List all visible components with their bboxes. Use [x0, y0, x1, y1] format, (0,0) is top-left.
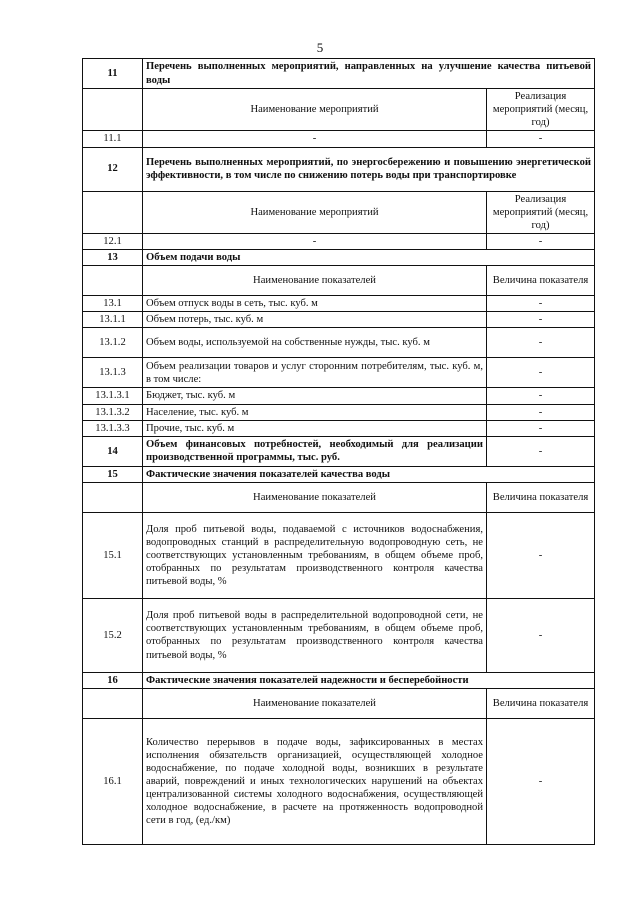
column-header-name: Наименование показателей	[143, 482, 487, 512]
table-row-item	[83, 312, 595, 328]
table-row-item	[83, 131, 595, 147]
section-number: 14	[83, 436, 143, 466]
table-row-header	[83, 266, 595, 296]
item-description: Количество перерывов в подаче воды, зафиксированных в местах исполнения обязательств организацией, осуществляющей холодное водоснабжение, по подаче холодной воды, возникших в результате аварий, повреждений и иных технологических нарушений на объектах централизованной системы холодного водоснабжения, осуществляющей холодное водоснабжение, в расчете на протяженность водопроводной сети в год, (ед./км)	[143, 719, 487, 845]
column-header-value: Реализация мероприятий (месяц, год)	[487, 191, 595, 233]
item-value: -	[487, 328, 595, 358]
column-header-name: Наименование мероприятий	[143, 89, 487, 131]
item-description: Объем воды, используемой на собственные нужды, тыс. куб. м	[143, 328, 487, 358]
table-row-item	[83, 420, 595, 436]
item-value: -	[487, 420, 595, 436]
item-number: 13.1.3	[83, 358, 143, 388]
column-header-name: Наименование показателей	[143, 689, 487, 719]
item-number: 16.1	[83, 719, 143, 845]
table-row-header	[83, 689, 595, 719]
item-number: 13.1.2	[83, 328, 143, 358]
section-number: 16	[83, 672, 143, 688]
table-row-item	[83, 598, 595, 672]
item-description: Прочие, тыс. куб. м	[143, 420, 487, 436]
item-description: Население, тыс. куб. м	[143, 404, 487, 420]
item-number: 13.1.1	[83, 312, 143, 328]
indicator-value: -	[487, 436, 595, 466]
item-description: Объем потерь, тыс. куб. м	[143, 312, 487, 328]
table-row-section	[83, 672, 595, 688]
table-row-section	[83, 250, 595, 266]
item-number: 13.1.3.3	[83, 420, 143, 436]
column-header-name: Наименование показателей	[143, 266, 487, 296]
table-row-item	[83, 328, 595, 358]
column-header-name: Наименование мероприятий	[143, 191, 487, 233]
section-number: 12	[83, 147, 143, 191]
table-row-item	[83, 233, 595, 249]
header-empty-cell	[83, 191, 143, 233]
column-header-value: Величина показателя	[487, 482, 595, 512]
section-title: Перечень выполненных мероприятий, по энергосбережению и повышению энергетической эффективности, в том числе по снижению потерь воды при транспортировке	[143, 147, 595, 191]
section-title: Объем финансовых потребностей, необходимый для реализации производственной программы, тыс. руб.	[143, 436, 487, 466]
item-value: -	[487, 404, 595, 420]
item-number: 13.1.3.2	[83, 404, 143, 420]
item-number: 11.1	[83, 131, 143, 147]
item-value: -	[487, 512, 595, 598]
section-number: 15	[83, 466, 143, 482]
item-value: -	[487, 233, 595, 249]
column-header-value: Реализация мероприятий (месяц, год)	[487, 89, 595, 131]
table-row-header	[83, 89, 595, 131]
section-number: 13	[83, 250, 143, 266]
section-title: Фактические значения показателей качества воды	[143, 466, 595, 482]
report-table	[82, 58, 595, 845]
table-row-item	[83, 404, 595, 420]
header-empty-cell	[83, 89, 143, 131]
section-title: Объем подачи воды	[143, 250, 595, 266]
table-row-section	[83, 59, 595, 89]
item-number: 13.1	[83, 296, 143, 312]
header-empty-cell	[83, 482, 143, 512]
section-title: Перечень выполненных мероприятий, направленных на улучшение качества питьевой воды	[143, 59, 595, 89]
item-value: -	[487, 358, 595, 388]
item-description: Объем отпуск воды в сеть, тыс. куб. м	[143, 296, 487, 312]
item-description: -	[143, 131, 487, 147]
item-number: 12.1	[83, 233, 143, 249]
item-number: 13.1.3.1	[83, 388, 143, 404]
item-value: -	[487, 131, 595, 147]
table-row-item	[83, 388, 595, 404]
section-number: 11	[83, 59, 143, 89]
item-description: -	[143, 233, 487, 249]
table-row-item	[83, 719, 595, 845]
table-row-section	[83, 466, 595, 482]
table-row-section	[83, 147, 595, 191]
table-row-header	[83, 191, 595, 233]
table-row-header	[83, 482, 595, 512]
report-table-body	[83, 59, 595, 845]
header-empty-cell	[83, 266, 143, 296]
item-value: -	[487, 296, 595, 312]
section-title: Фактические значения показателей надежности и бесперебойности	[143, 672, 595, 688]
item-value: -	[487, 598, 595, 672]
item-value: -	[487, 312, 595, 328]
table-row-item	[83, 512, 595, 598]
table-row-item	[83, 296, 595, 312]
header-empty-cell	[83, 689, 143, 719]
table-row-item	[83, 358, 595, 388]
item-description: Объем реализации товаров и услуг сторонним потребителям, тыс. куб. м, в том числе:	[143, 358, 487, 388]
column-header-value: Величина показателя	[487, 266, 595, 296]
item-number: 15.1	[83, 512, 143, 598]
column-header-value: Величина показателя	[487, 689, 595, 719]
item-description: Бюджет, тыс. куб. м	[143, 388, 487, 404]
item-description: Доля проб питьевой воды, подаваемой с источников водоснабжения, водопроводных станций в распределительную водопроводную сеть, не соответствующих установленным требованиям, в общем объеме проб, отобранных по результатам производственного контроля качества питьевой воды, %	[143, 512, 487, 598]
item-value: -	[487, 719, 595, 845]
item-description: Доля проб питьевой воды в распределительной водопроводной сети, не соответствующих установленным требованиям, в общем объеме проб, отобранных по результатам производственного контроля качества питьевой воды, %	[143, 598, 487, 672]
item-number: 15.2	[83, 598, 143, 672]
page-number: 5	[316, 40, 324, 55]
item-value: -	[487, 388, 595, 404]
table-row-section_val	[83, 436, 595, 466]
